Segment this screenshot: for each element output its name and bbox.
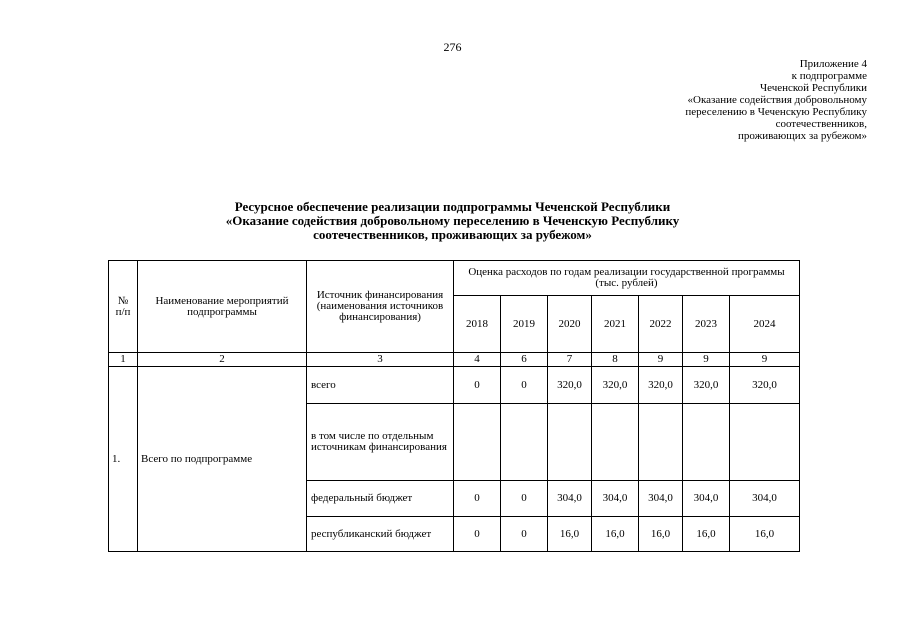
row-value: 0 <box>454 481 501 517</box>
row-value: 0 <box>501 517 548 552</box>
row-value: 0 <box>454 367 501 404</box>
row-value: 320,0 <box>683 367 730 404</box>
header-source: Источник финансирования (наименования источников финансирования) <box>307 261 454 353</box>
title-line: соотечественников, проживающих за рубежом» <box>313 227 592 242</box>
row-value: 304,0 <box>730 481 800 517</box>
row-value: 0 <box>454 517 501 552</box>
title-line: Ресурсное обеспечение реализации подпрограммы Чеченской Республики <box>234 199 671 214</box>
row-value <box>730 404 800 481</box>
appendix-line: переселению в Чеченскую Республику <box>685 106 867 118</box>
column-number: 7 <box>548 353 592 367</box>
row-value <box>454 404 501 481</box>
header-year: 2018 <box>454 296 501 353</box>
column-number: 1 <box>109 353 138 367</box>
header-year: 2020 <box>548 296 592 353</box>
title-line: «Оказание содействия добровольному переселению в Чеченскую Республику <box>225 213 680 228</box>
table-row <box>109 367 800 404</box>
row-source: республиканский бюджет <box>307 517 454 552</box>
document-title <box>0 200 905 242</box>
row-value: 320,0 <box>548 367 592 404</box>
column-number: 2 <box>138 353 307 367</box>
header-year: 2023 <box>683 296 730 353</box>
row-source: в том числе по отдельным источникам финансирования <box>307 404 454 481</box>
column-number: 4 <box>454 353 501 367</box>
row-value: 304,0 <box>639 481 683 517</box>
row-value: 320,0 <box>592 367 639 404</box>
column-number: 8 <box>592 353 639 367</box>
header-activity: Наименование мероприятий подпрограммы <box>138 261 307 353</box>
row-value: 16,0 <box>730 517 800 552</box>
row-source: всего <box>307 367 454 404</box>
header-year: 2024 <box>730 296 800 353</box>
row-value: 0 <box>501 481 548 517</box>
column-number: 9 <box>683 353 730 367</box>
appendix-line: «Оказание содействия добровольному <box>687 94 867 106</box>
row-value <box>548 404 592 481</box>
row-number: 1. <box>109 367 138 552</box>
column-number-row <box>109 353 800 367</box>
column-number: 6 <box>501 353 548 367</box>
column-number: 3 <box>307 353 454 367</box>
row-value: 16,0 <box>639 517 683 552</box>
page-number: 276 <box>443 40 462 54</box>
row-value <box>592 404 639 481</box>
row-value <box>501 404 548 481</box>
header-estimate: Оценка расходов по годам реализации государственной программы (тыс. рублей) <box>454 261 800 296</box>
appendix-header <box>685 58 867 142</box>
row-value: 304,0 <box>592 481 639 517</box>
row-value: 320,0 <box>639 367 683 404</box>
row-value: 320,0 <box>730 367 800 404</box>
appendix-line: Приложение 4 <box>799 58 867 70</box>
row-value: 304,0 <box>548 481 592 517</box>
row-value <box>639 404 683 481</box>
row-value: 16,0 <box>683 517 730 552</box>
row-activity: Всего по подпрограмме <box>138 367 307 552</box>
row-value <box>683 404 730 481</box>
row-value: 304,0 <box>683 481 730 517</box>
appendix-line: соотечественников, <box>775 118 867 130</box>
appendix-line: Чеченской Республики <box>759 82 867 94</box>
header-year: 2021 <box>592 296 639 353</box>
row-value: 16,0 <box>592 517 639 552</box>
appendix-line: к подпрограмме <box>791 70 867 82</box>
row-value: 0 <box>501 367 548 404</box>
column-number: 9 <box>730 353 800 367</box>
row-source: федеральный бюджет <box>307 481 454 517</box>
header-year: 2022 <box>639 296 683 353</box>
appendix-line: проживающих за рубежом» <box>738 130 867 142</box>
header-year: 2019 <box>501 296 548 353</box>
column-number: 9 <box>639 353 683 367</box>
row-value: 16,0 <box>548 517 592 552</box>
header-number: № п/п <box>109 261 138 353</box>
resource-table <box>108 260 800 552</box>
